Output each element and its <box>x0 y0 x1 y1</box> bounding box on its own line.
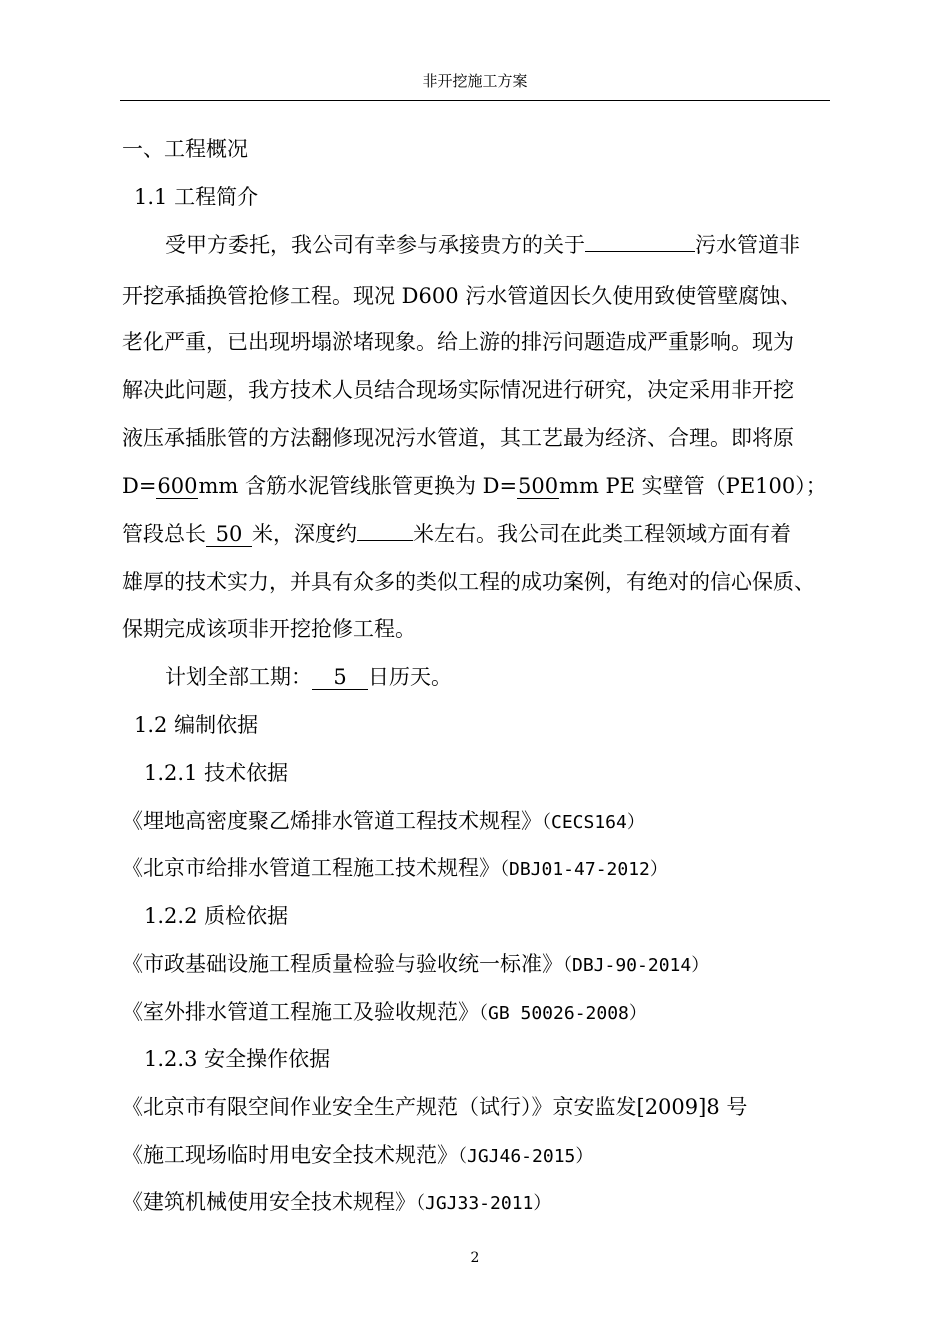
intro-line-8: 雄厚的技术实力，并具有众多的类似工程的成功案例，有绝对的信心保质、 <box>122 570 815 594</box>
reference-title: 《室外排水管道工程施工及验收规范》 <box>122 1000 479 1024</box>
intro-line-6 <box>122 471 827 501</box>
section-heading-1-2-3: 1.2.3 安全操作依据 <box>144 1047 331 1071</box>
reference-code: （DBJ01-47-2012） <box>500 859 668 880</box>
section-heading-1-2: 1.2 编制依据 <box>134 713 259 737</box>
reference-item <box>122 1140 593 1172</box>
reference-title: 《北京市给排水管道工程施工技术规程》 <box>122 856 500 880</box>
original-diameter-value: 600 <box>157 474 198 498</box>
reference-code: （DBJ-90-2014） <box>563 955 710 976</box>
schedule-suffix: 日历天。 <box>368 665 452 689</box>
reference-title: 《埋地高密度聚乙烯排水管道工程技术规程》 <box>122 809 542 833</box>
section-heading-1-2-1: 1.2.1 技术依据 <box>144 761 289 785</box>
reference-item: 《北京市有限空间作业安全生产规范（试行）》京安监发[2009]8 号 <box>122 1095 748 1119</box>
page-number: 2 <box>470 1250 480 1266</box>
intro-text: 米左右。我公司在此类工程领域方面有着 <box>413 522 791 546</box>
reference-title: 《建筑机械使用安全技术规程》 <box>122 1190 416 1214</box>
reference-item <box>122 1187 551 1219</box>
reference-code: （JGJ46-2015） <box>458 1146 594 1167</box>
schedule-label: 计划全部工期： <box>165 665 312 689</box>
intro-text: 受甲方委托，我公司有幸参与承接贵方的关于 <box>165 233 585 257</box>
section-heading-1-2-2: 1.2.2 质检依据 <box>144 904 289 928</box>
project-name-blank <box>585 251 695 252</box>
intro-text: 污水管道非 <box>695 233 800 257</box>
reference-item <box>122 806 645 838</box>
section-heading-1: 一、工程概况 <box>122 137 248 161</box>
pipe-length-value: 50 <box>206 522 252 547</box>
intro-text: mm PE 实壁管（PE100）； <box>559 474 827 498</box>
new-diameter-value: 500 <box>518 474 559 498</box>
reference-code: （CECS164） <box>542 812 645 833</box>
intro-line-3: 老化严重，已出现坍塌淤堵现象。给上游的排污问题造成严重影响。现为 <box>122 330 794 354</box>
reference-code: （GB 50026-2008） <box>479 1003 647 1024</box>
header-rule <box>120 100 830 101</box>
intro-line-4: 解决此问题，我方技术人员结合现场实际情况进行研究，决定采用非开挖 <box>122 378 794 402</box>
intro-line-7 <box>122 519 791 549</box>
reference-title: 《市政基础设施工程质量检验与验收统一标准》 <box>122 952 563 976</box>
reference-item <box>122 997 647 1029</box>
intro-text: D= <box>122 474 157 498</box>
section-heading-1-1: 1.1 工程简介 <box>134 185 259 209</box>
intro-text: 管段总长 <box>122 522 206 546</box>
page-header-title: 非开挖施工方案 <box>422 72 528 90</box>
intro-line-1 <box>165 230 800 260</box>
intro-line-5: 液压承插胀管的方法翻修现况污水管道，其工艺最为经济、合理。即将原 <box>122 426 794 450</box>
depth-blank <box>357 540 413 541</box>
reference-code: （JGJ33-2011） <box>416 1193 552 1214</box>
schedule-line <box>165 662 452 692</box>
reference-title: 《施工现场临时用电安全技术规范》 <box>122 1143 458 1167</box>
intro-text: 米，深度约 <box>252 522 357 546</box>
reference-item <box>122 853 668 885</box>
intro-line-2: 开挖承插换管抢修工程。现况 D600 污水管道因长久使用致使管壁腐蚀、 <box>122 284 802 308</box>
reference-item <box>122 949 709 981</box>
schedule-days-value: 5 <box>312 665 368 690</box>
intro-text: mm 含筋水泥管线胀管更换为 D= <box>198 474 518 498</box>
intro-line-9: 保期完成该项非开挖抢修工程。 <box>122 617 416 641</box>
